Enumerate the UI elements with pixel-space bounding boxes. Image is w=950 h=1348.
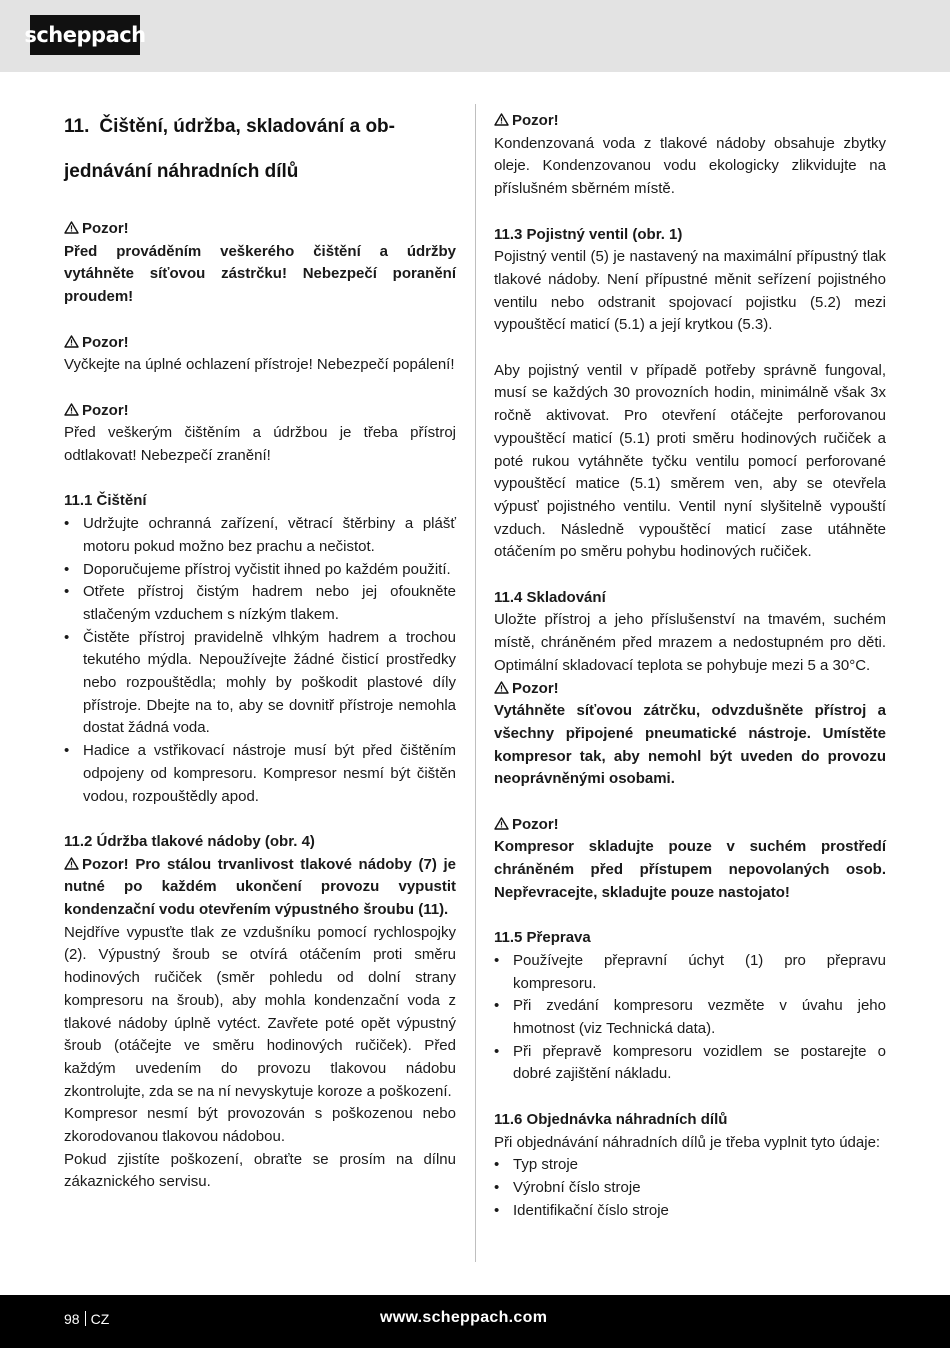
warning-text: Před veškerým čištěním a údržbou je třeba přístroj odtlakovat! Nebezpečí zranění! <box>64 424 456 464</box>
warning-text: Vyčkejte na úplné ochlazení přístroje! Nebezpečí popálení! <box>64 356 455 374</box>
list-item: • Otřete přístroj čistým hadrem nebo jej ofoukněte stlačeným vzduchem s nízkým tlakem. <box>64 581 456 626</box>
paragraph: Aby pojistný ventil v případě potřeby správně fungoval, musí se každých 30 provozních hodin, minimálně však 3x ročně aktivovat. Pro otevření otáčejte perforovanou vypouštěcí maticí (5.1) proti směru hodinových ručiček a poté rukou vytáhněte tyčku ventilu pomocí perforované vypouštěcí matice (5.1) směrem ven, aby se otevřela výpusť pojistného ventilu. Ventil nyní slyšitelně vypouští vzduch. Následně vypouštěcí maticí zase utáhněte otáčením po směru pohybu hodinových ručiček. <box>494 361 886 561</box>
cleaning-list <box>64 513 456 808</box>
website-link[interactable]: www.scheppach.com <box>380 1309 548 1326</box>
section-title <box>64 104 456 194</box>
warning-label: Pozor! <box>64 218 456 241</box>
column-divider <box>475 104 476 1262</box>
transport-list <box>494 950 886 1086</box>
warning-text: Před prováděním veškerého čištění a údržby vytáhněte síťovou zástrčku! Nebezpečí poranění proudem! <box>64 242 456 306</box>
list-item: • Identifikační číslo stroje <box>494 1200 886 1223</box>
paragraph: Při objednávání náhradních dílů je třeba vyplnit tyto údaje: <box>494 1133 881 1151</box>
section-title-text: Čištění, údržba, skladování a ob-jednávání náhradních dílů <box>64 116 395 182</box>
warning-icon <box>64 857 79 870</box>
paragraph: Pokud zjistíte poškození, obraťte se prosím na dílnu zákaznického servisu. <box>64 1150 456 1191</box>
subsection-heading: 11.5 Přeprava <box>494 929 591 947</box>
scheppach-logo: scheppach <box>30 15 140 55</box>
header-bar <box>0 0 950 72</box>
warning-label: Pozor! <box>64 400 456 423</box>
list-item: • Při zvedání kompresoru vezměte v úvahu jeho hmotnost (viz Technická data). <box>494 995 886 1040</box>
warning-text: Kompresor skladujte pouze v suchém prostředí chráněném před přístupem nepovolaných osob. Nepřevracejte, skladujte pouze nastojato! <box>494 838 886 901</box>
paragraph: Nejdříve vypusťte tlak ze vzdušníku pomocí rychlospojky (2). Výpustný šroub se otvírá otáčením proti směru hodinových ručiček (směr pohledu od dolní strany kompresoru na šroub), aby mohla kondenzační voda z tlakové nádoby úplně vytéct. Zavřete poté opět výpustný šroub (otáčejte ve směru hodinových ručiček). Před každým uvedením do provozu tlakovou nádobu zkontrolujte, zda se na ní nevyskytuje koroze a poškození. <box>64 923 456 1100</box>
subsection-heading: 11.1 Čištění <box>64 492 147 510</box>
warning-icon <box>494 817 509 830</box>
right-column <box>494 110 886 1222</box>
warning-label: Pozor! <box>494 110 886 133</box>
paragraph: Pojistný ventil (5) je nastavený na maximální přípustný tlak tlakové nádoby. Není přípustné měnit seřízení pojistného ventilu nebo odstranit spojovací pojistku (5.2) mezi vypouštěcí maticí (5.1) a její krytkou (5.3). <box>494 248 886 334</box>
subsection-heading: 11.4 Skladování <box>494 588 606 606</box>
list-item: • Hadice a vstřikovací nástroje musí být před čištěním odpojeny od kompresoru. Kompresor nesmí být čištěn vodou, rozpouštědly apod. <box>64 740 456 808</box>
left-column <box>64 104 456 1194</box>
paragraph: Uložte přístroj a jeho příslušenství na tmavém, suchém místě, chráněném před mrazem a nedostupném pro děti. Optimální skladovací teplota se pohybuje mezi 5 a 30°C. <box>494 611 886 674</box>
page-number: 98 CZ <box>64 1311 110 1327</box>
list-item: • Při přepravě kompresoru vozidlem se postarejte o dobré zajištění nákladu. <box>494 1041 886 1086</box>
warning-icon <box>64 335 79 348</box>
list-item: • Udržujte ochranná zařízení, větrací štěrbiny a plášť motoru pokud možno bez prachu a nečistot. <box>64 513 456 558</box>
list-item: • Doporučujeme přístroj vyčistit ihned po každém použití. <box>64 559 456 582</box>
order-list <box>494 1154 886 1222</box>
subsection-heading: 11.2 Údržba tlakové nádoby (obr. 4) <box>64 832 315 850</box>
list-item: • Čistěte přístroj pravidelně vlhkým hadrem a trochou tekutého mýdla. Nepoužívejte žádné čisticí prostředky nebo rozpouštědla; mohly by poškodit plastové díly přístroje. Dbejte na to, aby se dovnitř přístroje nemohla dostat žádná voda. <box>64 627 456 741</box>
warning-icon <box>494 113 509 126</box>
section-number: 11. <box>64 116 90 137</box>
paragraph: Kompresor nesmí být provozován s poškozenou nebo zkorodovanou tlakovou nádobou. <box>64 1105 456 1146</box>
warning-icon <box>494 681 509 694</box>
list-item: • Používejte přepravní úchyt (1) pro přepravu kompresoru. <box>494 950 886 995</box>
warning-label: Pozor! <box>494 814 886 837</box>
list-item: • Výrobní číslo stroje <box>494 1177 886 1200</box>
warning-icon <box>64 221 79 234</box>
warning-icon <box>64 403 79 416</box>
subsection-heading: 11.3 Pojistný ventil (obr. 1) <box>494 225 683 243</box>
warning-text: Pozor! Pro stálou trvanlivost tlakové nádoby (7) je nutné po každém ukončení provozu vypustit kondenzační vodu otevřením výpustného šroubu (11). <box>64 855 456 919</box>
list-item: • Typ stroje <box>494 1154 886 1177</box>
warning-label: Pozor! <box>64 332 456 355</box>
subsection-heading: 11.6 Objednávka náhradních dílů <box>494 1110 728 1128</box>
footer-bar <box>0 1295 950 1348</box>
warning-text: Kondenzovaná voda z tlakové nádoby obsahuje zbytky oleje. Kondenzovanou vodu ekologicky zlikvidujte na příslušném sběrném místě. <box>494 134 886 198</box>
warning-text: Vytáhněte síťovou zátrčku, odvzdušněte přístroj a všechny připojené pneumatické nástroje. Umístěte kompresor tak, aby nemohl být uveden do provozu neoprávněnými osobami. <box>494 702 886 788</box>
warning-label: Pozor! <box>494 678 886 701</box>
